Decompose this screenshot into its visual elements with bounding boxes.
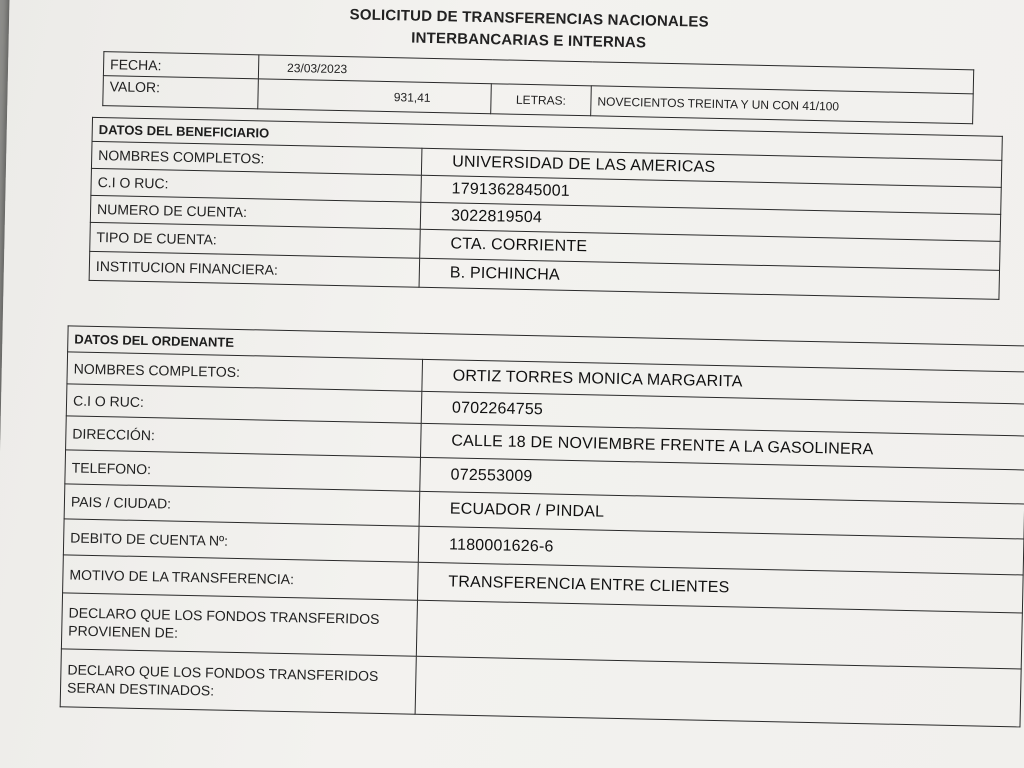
ordenante-direccion-label: DIRECCIÓN:: [66, 416, 422, 457]
ordenante-ruc-label: C.I O RUC:: [66, 384, 422, 423]
ordenante-debito-value: 1180001626-6: [418, 526, 1024, 575]
beneficiario-cuenta-label: NUMERO DE CUENTA:: [90, 195, 420, 229]
form-title-line2: INTERBANCARIAS E INTERNAS: [411, 29, 647, 52]
beneficiario-institucion-label: INSTITUCION FINANCIERA:: [89, 251, 420, 287]
fecha-label: FECHA:: [103, 52, 258, 79]
ordenante-pais-label: PAIS / CIUDAD:: [64, 484, 420, 526]
ordenante-ruc-value: 0702264755: [421, 391, 1024, 436]
ordenante-motivo-label: MOTIVO DE LA TRANSFERENCIA:: [63, 555, 419, 600]
ordenante-destinados-value: [415, 656, 1021, 727]
ordenante-destinados-label: DECLARO QUE LOS FONDOS TRANSFERIDOS SERAN DESTINADOS:: [60, 649, 416, 714]
beneficiario-ruc-label: C.I O RUC:: [91, 168, 421, 202]
ordenante-debito-label: DEBITO DE CUENTA Nº:: [63, 519, 419, 562]
beneficiario-nombres-label: NOMBRES COMPLETOS:: [91, 141, 421, 175]
ordenante-pais-value: ECUADOR / PINDAL: [419, 491, 1024, 539]
fecha-value: 23/03/2023: [258, 55, 973, 94]
valor-label: VALOR:: [103, 76, 259, 109]
ordenante-nombres-value: ORTIZ TORRES MONICA MARGARITA: [422, 359, 1024, 404]
beneficiario-nombres-value: UNIVERSIDAD DE LAS AMERICAS: [421, 148, 1001, 187]
beneficiario-ruc-value: 1791362845001: [421, 175, 1001, 214]
form-title-line1: SOLICITUD DE TRANSFERENCIAS NACIONALES: [349, 6, 709, 31]
header-table: [102, 51, 974, 124]
beneficiario-cuenta-value: 3022819504: [420, 202, 1000, 241]
ordenante-telefono-value: 072553009: [420, 457, 1024, 504]
beneficiario-table: [89, 117, 1003, 300]
beneficiario-heading: DATOS DEL BENEFICIARIO: [92, 117, 1002, 160]
beneficiario-institucion-value: B. PICHINCHA: [419, 258, 999, 299]
ordenante-table: [60, 325, 1024, 727]
letras-value: NOVECIENTOS TREINTA Y UN CON 41/100: [591, 86, 974, 124]
ordenante-provienen-label: DECLARO QUE LOS FONDOS TRANSFERIDOS PROVIENEN DE:: [61, 593, 417, 656]
ordenante-direccion-value: CALLE 18 DE NOVIEMBRE FRENTE A LA GASOLINERA: [420, 423, 1024, 470]
ordenante-nombres-label: NOMBRES COMPLETOS:: [67, 352, 423, 391]
ordenante-motivo-value: TRANSFERENCIA ENTRE CLIENTES: [417, 562, 1023, 613]
valor-value: 931,41: [258, 79, 492, 114]
ordenante-telefono-label: TELEFONO:: [65, 450, 421, 491]
letras-label: LETRAS:: [491, 84, 592, 116]
ordenante-heading: DATOS DEL ORDENANTE: [68, 326, 1024, 372]
beneficiario-tipo-label: TIPO DE CUENTA:: [90, 222, 421, 258]
beneficiario-tipo-value: CTA. CORRIENTE: [420, 229, 1000, 270]
